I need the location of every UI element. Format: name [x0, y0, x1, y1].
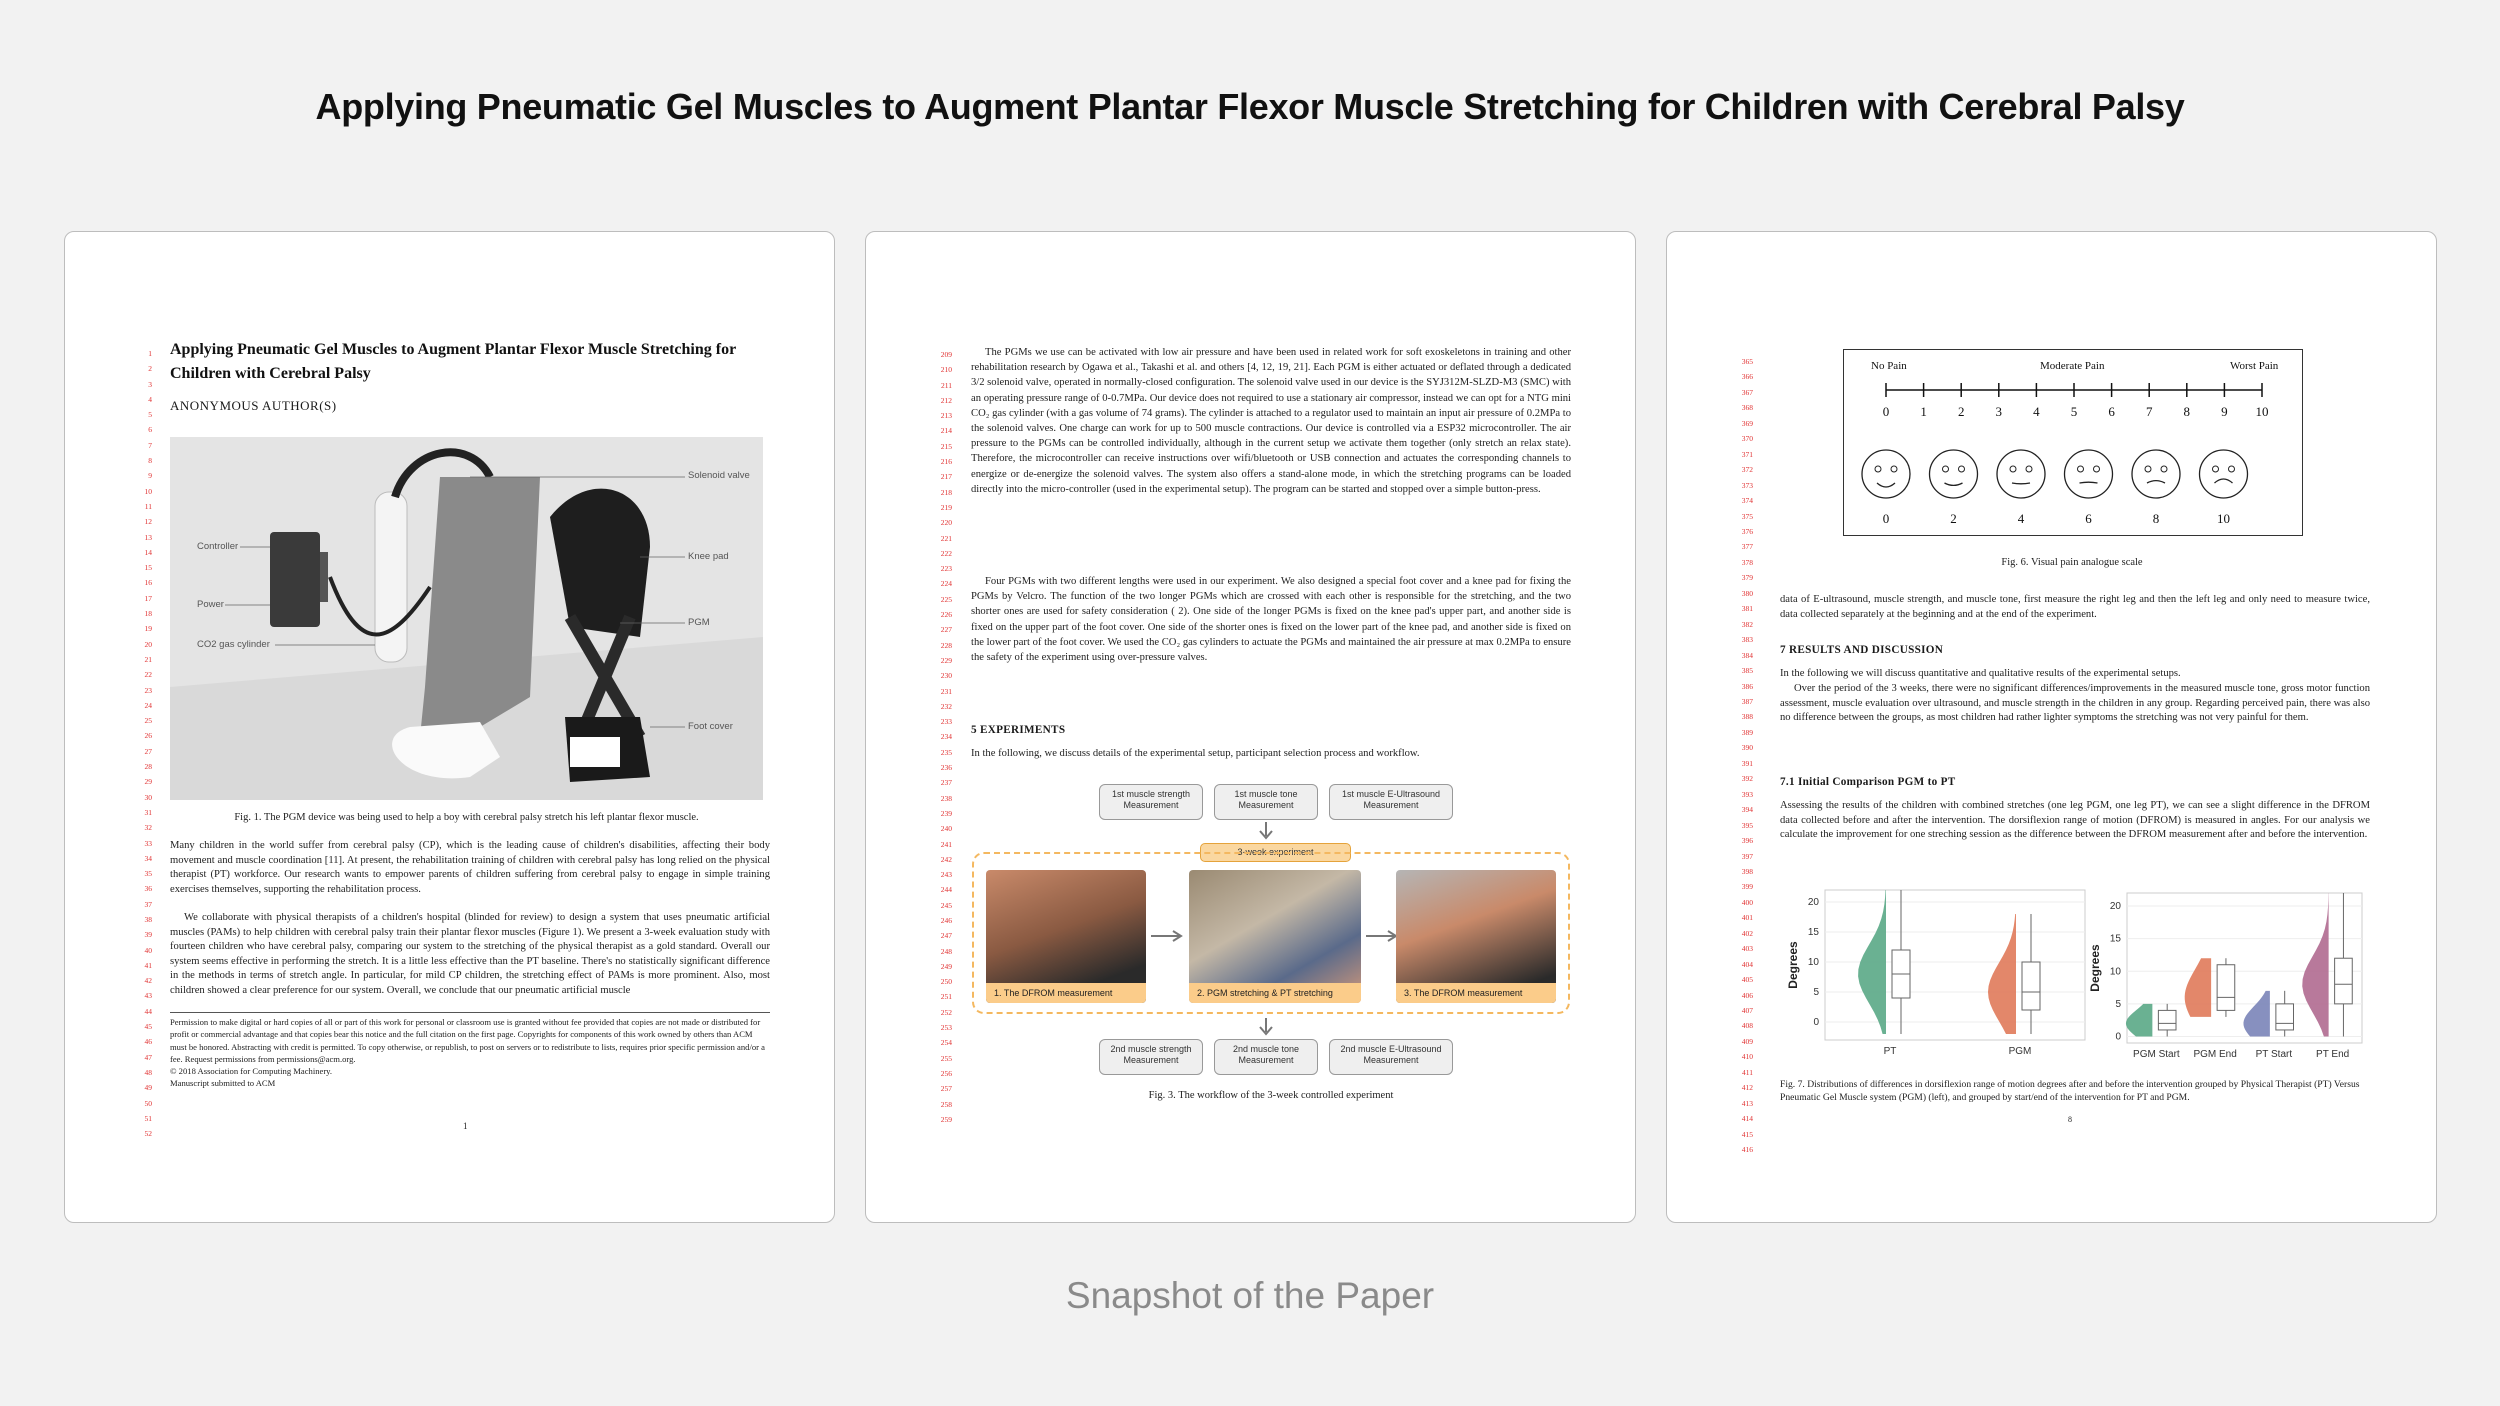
line-number: 407: [1741, 1006, 1753, 1016]
line-number: 395: [1741, 820, 1753, 830]
face-eye: [1943, 466, 1949, 472]
line-number: 35: [144, 869, 152, 879]
line-number: 220: [940, 518, 952, 528]
line-number: 233: [940, 717, 952, 727]
arrow-right-icon: [1151, 928, 1185, 944]
pain-label-moderate: Moderate Pain: [2040, 360, 2105, 372]
line-number: 239: [940, 808, 952, 818]
box: [2335, 958, 2353, 1004]
line-number: 2: [148, 364, 152, 374]
device-illustration: [170, 437, 763, 800]
face-icon: [2065, 450, 2113, 498]
line-number: 375: [1741, 511, 1753, 521]
wf-bottom-box-1: 2nd muscle strength Measurement: [1099, 1039, 1203, 1075]
pain-label-worst: Worst Pain: [2230, 360, 2279, 372]
figure-3-caption: Fig. 3. The workflow of the 3-week controlled experiment: [1148, 1090, 1394, 1101]
line-number: 31: [144, 807, 152, 817]
box: [2022, 962, 2040, 1010]
line-number: 396: [1741, 836, 1753, 846]
line-number: 209: [940, 350, 952, 359]
arrow-down-icon: [1256, 822, 1276, 842]
box: [2276, 1004, 2294, 1030]
line-number: 231: [940, 686, 952, 696]
line-number: 26: [144, 731, 152, 741]
paragraph-pgm-setup: Four PGMs with two different lengths were used in our experiment. We also designed a special foot cover and a knee pad for fixing the PGMs by Velcro. The function of the two longer PGMs which are crossed with each other is responsible for the stretching, and the two shorter ones are used for safety consideration ( 2). One side of the longer PGMs is fixed on the knee pad's upper part, and another side is fixed on the upper part of the foot cover. One side of the shorter ones is fixed on the lower part of the knee pad, and another side is fixed on the lower part of the foot cover. We used the CO₂ gas cylinders to actuate the PGMs and maintained the air pressure at max 0.2MPa to ensure the safety of the experiment using over-pressure valves.: [971, 576, 1571, 664]
pain-tick-label: 2: [1957, 404, 1965, 419]
line-number: 34: [144, 853, 152, 863]
label-foot-cover: Foot cover: [688, 721, 733, 732]
line-number: 225: [940, 594, 952, 604]
label-controller: Controller: [197, 541, 239, 552]
section-5-heading: 5 EXPERIMENTS: [971, 724, 1066, 736]
line-number: 214: [940, 426, 952, 436]
figure-7-right-chart: [2087, 887, 2367, 1067]
line-number: 383: [1741, 635, 1753, 645]
line-number: 3: [148, 379, 152, 389]
line-number: 377: [1741, 542, 1753, 552]
main-title: Applying Pneumatic Gel Muscles to Augment Plantar Flexor Muscle Stretching for Children with Cerebral Palsy: [315, 86, 2185, 127]
x-tick-label: PT: [1883, 1046, 1897, 1057]
footnote-rule: [170, 1012, 770, 1013]
label-co2-cylinder: CO2 gas cylinder: [197, 639, 270, 650]
line-number: 11: [144, 501, 152, 511]
line-number: 28: [144, 762, 152, 772]
line-numbers: [1727, 354, 1753, 1158]
label-pgm: PGM: [688, 617, 710, 628]
paragraph-2: We collaborate with physical therapists of a children's hospital (blinded for review) to design a system that uses pneumatic artificial muscles (PAMs) to help children with cerebral palsy train their plantar flexor muscles (Figure 1). We present a 3-week evaluation study with fourteen children who have cerebral palsy, comparing our system to the stretching of the physical therapist as a gold standard. Overall our system seems effective in performing the stretch. It is a little less effective than the PT baseline. There's no statistically significant difference in the methods in terms of stretch angle. In particular, for mild CP children, the stretching effect of PAMs is more prominent. Also, most children showed a clear preference for our system. Overall, we conclude that our pneumatic artificial muscle: [170, 912, 770, 996]
paragraph-results-detail: Over the period of the 3 weeks, there were no significant differences/improvements in the measured muscle tone, gross motor function assessment, muscle evaluation over ultrasound, and muscle strength in the children in any group. Regarding perceived pain, there was also no difference between the groups, as most children had rather lighter symptoms the stretching was not very painful for them.: [1780, 683, 2370, 724]
paper-page-1[interactable]: [64, 231, 835, 1223]
line-number: 381: [1741, 604, 1753, 614]
permission-footnote: Permission to make digital or hard copies of all or part of this work for personal or classroom use is granted without fee provided that copies are not made or distributed for profit or commercial advantage and that copies bear this notice and the full citation on the first page. Copyrights for components of this work owned by others than ACM must be honored. Abstracting with credit is permitted. To copy otherwise, or republish, to post on servers or to redistribute to lists, requires prior specific permission and/or a fee. Request permissions from permissions@acm.org.: [170, 1017, 765, 1064]
line-number: 19: [144, 624, 152, 634]
line-number: 250: [940, 977, 952, 987]
line-number: 50: [144, 1098, 152, 1108]
paragraph-experiments: In the following, we discuss details of the experimental setup, participant selection process and workflow.: [971, 748, 1420, 759]
x-tick-label: PGM Start: [2133, 1049, 2180, 1060]
y-tick-label: 20: [2109, 901, 2121, 913]
line-number: 15: [144, 563, 152, 573]
line-number: 410: [1741, 1052, 1753, 1062]
line-number: 391: [1741, 758, 1753, 768]
page-number: 8: [2068, 1115, 2072, 1124]
line-number: 380: [1741, 588, 1753, 598]
line-number: 376: [1741, 526, 1753, 536]
line-number: 211: [941, 380, 952, 390]
face-mouth: [2012, 483, 2030, 484]
line-numbers: [130, 346, 152, 1141]
line-number: 409: [1741, 1036, 1753, 1046]
line-number: 400: [1741, 897, 1753, 907]
pain-tick-label: 8: [2183, 404, 2191, 419]
violin-half: [2302, 893, 2328, 1036]
line-number: 393: [1741, 789, 1753, 799]
pain-label-none: No Pain: [1871, 360, 1907, 372]
face-eye: [2026, 466, 2032, 472]
face-value-label: 8: [2152, 511, 2160, 526]
line-number: 374: [1741, 496, 1753, 506]
line-number: 18: [144, 609, 152, 619]
x-tick-label: PT End: [2316, 1049, 2350, 1060]
line-number: 47: [144, 1052, 152, 1062]
line-number: 235: [940, 747, 952, 757]
face-icon: [1862, 450, 1910, 498]
line-number: 379: [1741, 573, 1753, 583]
line-number: 241: [940, 839, 952, 849]
line-number: 46: [144, 1037, 152, 1047]
line-number: 370: [1741, 434, 1753, 444]
paragraph-comparison: Assessing the results of the children with combined stretches (one leg PGM, one leg PT), we can see a slight difference in the DFROM data collected before and after the intervention. The dorsiflexion range of motion (DFROM) is measured in angles. For our analysis we calculate the improvement for one streching session as the difference between the DFROM measurement after and before the intervention.: [1780, 800, 2370, 841]
line-number: 373: [1741, 480, 1753, 490]
line-number: 22: [144, 670, 152, 680]
line-number: 406: [1741, 990, 1753, 1000]
line-number: 222: [940, 548, 952, 558]
line-number: 52: [144, 1129, 152, 1139]
face-eye: [2145, 466, 2151, 472]
paragraph-1: Many children in the world suffer from cerebral palsy (CP), which is the leading cause of children's disabilities, affecting their body movement and muscle coordination [11]. At present, the rehabilitation training of children with cerebral palsy has long relied on the physical therapist (PT) workforce. Our research wants to empower parents of children suffering from cerebral palsy to engage in simple training exercises themselves, supporting the rehabilitation process.: [170, 840, 770, 895]
y-axis-label: Degrees: [1786, 941, 1800, 989]
page-number: 1: [463, 1121, 468, 1131]
arrow-down-icon: [1256, 1018, 1276, 1038]
face-value-label: 6: [2085, 511, 2092, 526]
line-number: 254: [940, 1038, 952, 1048]
manuscript-note: Manuscript submitted to ACM: [170, 1078, 276, 1088]
line-number: 32: [144, 823, 152, 833]
line-number: 17: [144, 593, 152, 603]
figure-7-caption: Fig. 7. Distributions of differences in dorsiflexion range of motion degrees after and before the intervention grouped by Physical Therapist (PT) Versus Pneumatic Gel Muscle system (PGM) (left), and grouped by start/end of the intervention for PT and PGM.: [1780, 1079, 2360, 1103]
section-7-1-heading: 7.1 Initial Comparison PGM to PT: [1780, 776, 1956, 788]
line-number: 24: [144, 700, 152, 710]
line-number: 412: [1741, 1083, 1753, 1093]
wf-top-box-3: 1st muscle E-Ultrasound Measurement: [1329, 784, 1453, 820]
line-number: 232: [940, 701, 952, 711]
line-number: 33: [144, 838, 152, 848]
wf-photo-1: [986, 870, 1146, 1003]
label-solenoid-valve: Solenoid valve: [688, 470, 750, 481]
line-number: 20: [144, 639, 152, 649]
line-number: 384: [1741, 650, 1753, 660]
face-value-label: 10: [2217, 511, 2230, 526]
line-number: 30: [144, 792, 152, 802]
line-number: 369: [1741, 418, 1753, 428]
line-number: 25: [144, 716, 152, 726]
face-icon: [1930, 450, 1978, 498]
line-number: 229: [940, 655, 952, 665]
line-number: 40: [144, 945, 152, 955]
line-number: 234: [940, 732, 952, 742]
wf-photo-3-caption: 3. The DFROM measurement: [1396, 983, 1556, 1003]
pain-tick-label: 1: [1920, 404, 1927, 419]
line-number: 249: [940, 961, 952, 971]
line-number: 223: [940, 564, 952, 574]
line-number: 1: [148, 349, 152, 358]
x-tick-label: PGM End: [2193, 1049, 2237, 1060]
line-number: 4: [148, 394, 152, 404]
line-number: 245: [940, 900, 952, 910]
label-power: Power: [197, 599, 224, 610]
line-number: 43: [144, 991, 152, 1001]
pain-tick-label: 4: [2033, 404, 2040, 419]
line-number: 415: [1741, 1129, 1753, 1139]
line-number: 39: [144, 930, 152, 940]
figure-1-caption: Fig. 1. The PGM device was being used to help a boy with cerebral palsy stretch his left plantar flexor muscle.: [234, 812, 699, 823]
line-number: 240: [940, 824, 952, 834]
line-number: 48: [144, 1067, 152, 1077]
line-number: 29: [144, 777, 152, 787]
line-number: 372: [1741, 465, 1753, 475]
violin-half: [2126, 1004, 2152, 1037]
figure-7-left-chart: [1785, 884, 2095, 1064]
line-number: 14: [144, 547, 152, 557]
wf-top-box-2: 1st muscle tone Measurement: [1214, 784, 1318, 820]
line-number: 394: [1741, 805, 1753, 815]
line-number: 230: [940, 671, 952, 681]
wf-photo-1-caption: 1. The DFROM measurement: [986, 983, 1146, 1003]
line-number: 252: [940, 1007, 952, 1017]
line-number: 10: [144, 486, 152, 496]
face-eye: [2213, 466, 2219, 472]
line-number: 49: [144, 1083, 152, 1093]
paper-title: Applying Pneumatic Gel Muscles to Augment Plantar Flexor Muscle Stretching for Children with Cerebral Palsy: [170, 341, 736, 382]
line-number: 403: [1741, 944, 1753, 954]
y-tick-label: 10: [1807, 957, 1819, 968]
y-tick-label: 5: [2115, 998, 2121, 1010]
line-number: 237: [940, 778, 952, 788]
line-number: 389: [1741, 727, 1753, 737]
line-number: 36: [144, 884, 152, 894]
figure-6-pain-scale: [1843, 349, 2303, 536]
line-number: 405: [1741, 975, 1753, 985]
line-number: 238: [940, 793, 952, 803]
face-icon: [2132, 450, 2180, 498]
box: [2217, 965, 2235, 1011]
line-number: 365: [1741, 357, 1753, 366]
line-number: 216: [940, 457, 952, 467]
line-number: 366: [1741, 372, 1753, 382]
line-number: 411: [1742, 1067, 1753, 1077]
paper-page-3[interactable]: [1666, 231, 2437, 1223]
violin-half: [1858, 890, 1886, 1034]
line-number: 247: [940, 931, 952, 941]
face-mouth: [2147, 481, 2165, 483]
line-number: 385: [1741, 666, 1753, 676]
line-number: 23: [144, 685, 152, 695]
line-number: 246: [940, 915, 952, 925]
paper-authors: ANONYMOUS AUTHOR(S): [170, 398, 337, 413]
y-axis-label: Degrees: [2088, 944, 2102, 992]
pain-scale-graphic: [1844, 350, 2304, 537]
line-number: 390: [1741, 743, 1753, 753]
face-eye: [1959, 466, 1965, 472]
line-number: 219: [940, 502, 952, 512]
line-number: 218: [940, 487, 952, 497]
y-tick-label: 20: [1807, 897, 1819, 908]
line-number: 236: [940, 763, 952, 773]
y-tick-label: 10: [2109, 966, 2121, 978]
line-number: 210: [940, 365, 952, 375]
pain-tick-label: 5: [2070, 404, 2078, 419]
figure-6-caption: Fig. 6. Visual pain analogue scale: [2001, 557, 2143, 568]
line-number: 255: [940, 1053, 952, 1063]
violin-half: [2243, 991, 2269, 1037]
face-eye: [2161, 466, 2167, 472]
line-number: 257: [940, 1084, 952, 1094]
line-number: 368: [1741, 403, 1753, 413]
figure-1-photo: [170, 437, 763, 800]
line-number: 227: [940, 625, 952, 635]
snapshot-caption: Snapshot of the Paper: [1065, 1275, 1435, 1316]
face-mouth: [1877, 483, 1895, 487]
line-number: 12: [144, 517, 152, 527]
line-number: 37: [144, 899, 152, 909]
line-number: 9: [148, 471, 152, 481]
face-value-label: 0: [1882, 511, 1890, 526]
paragraph-pgm-activation: The PGMs we use can be activated with low air pressure and have been used in related work for soft exoskeletons in training and other rehabilitation research by Ogawa et al., Takashi et al. and others [4, 12, 19, 21]. Each PGM is either actuated or deflated through a dedicated 3/2 solenoid valve, operated in normally-closed configuration. The solenoid valve used in our device is the SYJ312M-SLZD-M3 (SMC) with an operating pressure range of 0-0.7MPa. Our device does not required to use a stationary air compressor, instead we can opt for a NTG mini CO₂ gas cylinder (with a gas volume of 74 grams). The cylinder is attached to a regulator used to maintain an input air pressure of 0.2MPa to the solenoid valves. One charge can work for up to 500 muscle contractions. Our device is controlled via a ESP32 microcontroller. The air pressure to the PGMs can be controlled individually, although in the current setup we activate them together (only stretch an relax state). Therefore, the microcontroller can receive instructions over wifi/bluetooth or USB connection and actuates the corresponding channels to energize or de-energize the solenoid valves. The system also offers a stand-alone mode, in which the stretching programs can be loaded directly into the micro-controller (used in the experimental setup). The program can be started and stopped over a simple button-press.: [971, 347, 1572, 495]
y-tick-label: 0: [1813, 1017, 1819, 1028]
box: [2158, 1010, 2176, 1030]
line-number: 258: [940, 1099, 952, 1109]
face-mouth: [2080, 482, 2098, 483]
line-number: 399: [1741, 882, 1753, 892]
wf-photo-2: [1189, 870, 1361, 1003]
line-number: 248: [940, 946, 952, 956]
pain-tick-label: 9: [2221, 404, 2228, 419]
line-number: 413: [1741, 1098, 1753, 1108]
line-number: 402: [1741, 928, 1753, 938]
face-mouth: [2215, 479, 2233, 483]
line-number: 397: [1741, 851, 1753, 861]
line-number: 44: [144, 1006, 152, 1016]
x-tick-label: PGM: [2008, 1046, 2032, 1057]
line-number: 259: [940, 1114, 952, 1124]
line-number: 5: [148, 410, 152, 420]
line-number: 408: [1741, 1021, 1753, 1031]
line-number: 215: [940, 441, 952, 451]
line-number: 45: [144, 1022, 152, 1032]
line-number: 378: [1741, 557, 1753, 567]
line-number: 16: [144, 578, 152, 588]
line-number: 386: [1741, 681, 1753, 691]
line-number: 228: [940, 640, 952, 650]
face-eye: [1891, 466, 1897, 472]
face-eye: [2010, 466, 2016, 472]
line-number: 217: [940, 472, 952, 482]
line-number: 27: [144, 746, 152, 756]
line-number: 13: [144, 532, 152, 542]
copyright-note: © 2018 Association for Computing Machinery.: [170, 1066, 333, 1076]
line-number: 401: [1741, 913, 1753, 923]
line-number: 51: [144, 1113, 152, 1123]
face-eye: [1875, 466, 1881, 472]
face-mouth: [1945, 483, 1963, 485]
paragraph-data-collection: data of E-ultrasound, muscle strength, and muscle tone, first measure the right leg and then the left leg and only need to measure twice, data collected separately at the beginning and at the end of the experiment.: [1780, 594, 2370, 620]
x-tick-label: PT Start: [2255, 1049, 2293, 1060]
line-number: 8: [148, 456, 152, 466]
pain-tick-label: 7: [2145, 404, 2153, 419]
line-number: 243: [940, 870, 952, 880]
face-eye: [2094, 466, 2100, 472]
violin-half: [2185, 958, 2211, 1017]
section-7-heading: 7 RESULTS AND DISCUSSION: [1780, 644, 1944, 656]
line-numbers: [928, 347, 952, 1127]
line-number: 41: [144, 960, 152, 970]
face-value-label: 4: [2017, 511, 2025, 526]
pain-tick-label: 6: [2108, 404, 2115, 419]
line-number: 253: [940, 1023, 952, 1033]
line-number: 256: [940, 1068, 952, 1078]
line-number: 251: [940, 992, 952, 1002]
line-number: 398: [1741, 866, 1753, 876]
wf-top-box-1: 1st muscle strength Measurement: [1099, 784, 1203, 820]
y-tick-label: 15: [1807, 927, 1819, 938]
line-number: 382: [1741, 619, 1753, 629]
face-eye: [2078, 466, 2084, 472]
line-number: 244: [940, 885, 952, 895]
y-tick-label: 0: [2115, 1031, 2121, 1043]
line-number: 416: [1741, 1145, 1753, 1155]
line-number: 213: [940, 411, 952, 421]
paper-page-2[interactable]: [865, 231, 1636, 1223]
line-number: 212: [940, 395, 952, 405]
line-number: 242: [940, 854, 952, 864]
line-number: 38: [144, 914, 152, 924]
paragraph-results-intro: In the following we will discuss quantitative and qualitative results of the experimental setups.: [1780, 668, 2181, 679]
line-number: 6: [148, 425, 152, 435]
line-number: 7: [148, 440, 152, 450]
wf-bottom-box-3: 2nd muscle E-Ultrasound Measurement: [1329, 1039, 1453, 1075]
line-number: 387: [1741, 696, 1753, 706]
face-icon: [1997, 450, 2045, 498]
face-value-label: 2: [1950, 511, 1957, 526]
line-number: 404: [1741, 959, 1753, 969]
face-eye: [2229, 466, 2235, 472]
arrow-right-icon: [1366, 928, 1400, 944]
line-number: 42: [144, 976, 152, 986]
line-number: 21: [144, 654, 152, 664]
wf-photo-2-caption: 2. PGM stretching & PT stretching: [1189, 983, 1361, 1003]
line-number: 388: [1741, 712, 1753, 722]
line-number: 367: [1741, 387, 1753, 397]
line-number: 221: [940, 533, 952, 543]
label-knee-pad: Knee pad: [688, 551, 729, 562]
wf-photo-3: [1396, 870, 1556, 1003]
line-number: 414: [1741, 1114, 1753, 1124]
y-tick-label: 5: [1813, 987, 1819, 998]
line-number: 371: [1741, 449, 1753, 459]
line-number: 224: [940, 579, 952, 589]
pain-tick-label: 10: [2255, 404, 2269, 419]
line-number: 226: [940, 610, 952, 620]
line-number: 392: [1741, 774, 1753, 784]
y-tick-label: 15: [2109, 933, 2121, 945]
face-icon: [2200, 450, 2248, 498]
wf-experiment-label: 3-week experiment: [1200, 843, 1351, 862]
wf-bottom-box-2: 2nd muscle tone Measurement: [1214, 1039, 1318, 1075]
pain-tick-label: 0: [1882, 404, 1890, 419]
pain-tick-label: 3: [1995, 404, 2003, 419]
